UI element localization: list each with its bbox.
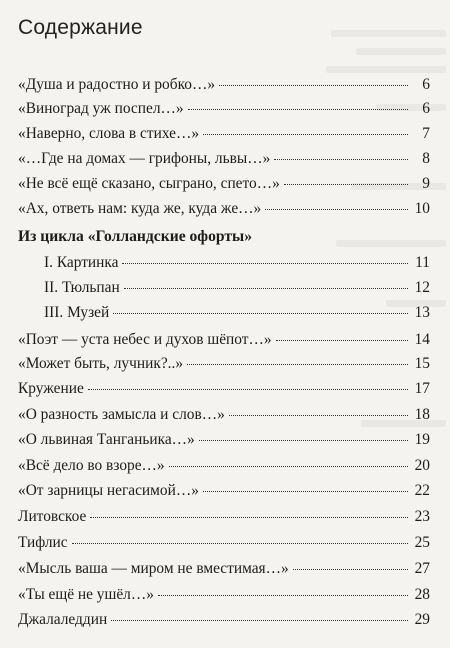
- toc-entry: [18, 199, 430, 219]
- dot-leader: [274, 159, 408, 160]
- toc-entry: [18, 610, 430, 630]
- dot-leader: [293, 569, 408, 570]
- dot-leader: [122, 263, 408, 264]
- toc-entry: [18, 405, 430, 425]
- toc-subentry: [44, 278, 430, 298]
- toc-entry-title: «Виноград уж поспел…»: [18, 100, 184, 117]
- toc-entry: [18, 481, 430, 501]
- toc-entry-page: 8: [422, 150, 430, 167]
- toc-entry-page: 20: [414, 457, 430, 474]
- toc-entry-page: 17: [414, 380, 430, 397]
- toc-entry-title: «Всё дело во взоре…»: [18, 457, 165, 474]
- toc-entry-title: «О разность замысла и слов…»: [18, 406, 225, 423]
- toc-entry-title: «Поэт — уста небес и духов шёпот…»: [18, 331, 272, 348]
- toc-entry-page: 6: [422, 76, 430, 93]
- toc-entry-page: 11: [415, 254, 430, 271]
- toc-entry: [18, 456, 430, 476]
- toc-entry-page: 13: [414, 304, 430, 321]
- dot-leader: [199, 440, 408, 441]
- toc-subentry: [44, 303, 430, 323]
- toc-entry-page: 14: [414, 331, 430, 348]
- toc-entry-page: 18: [414, 406, 430, 423]
- toc-entry-page: 23: [414, 508, 430, 525]
- toc-entry-title: «Мысль ваша — миром не вместимая…»: [18, 560, 289, 577]
- toc-entry: [18, 124, 430, 144]
- dot-leader: [113, 313, 408, 314]
- dot-leader: [276, 340, 408, 341]
- dot-leader: [88, 389, 408, 390]
- dot-leader: [111, 620, 408, 621]
- page-title: Содержание: [18, 16, 143, 39]
- dot-leader: [229, 415, 408, 416]
- table-of-contents: [18, 0, 430, 648]
- toc-entry-page: 19: [414, 431, 430, 448]
- dot-leader: [158, 595, 408, 596]
- toc-entry-page: 29: [414, 611, 430, 628]
- toc-entry-title: «О львиная Танганьика…»: [18, 431, 195, 448]
- toc-entry-title: «Душа и радостно и робко…»: [18, 76, 216, 93]
- toc-entry-title: «Может быть, лучник?..»: [18, 355, 184, 372]
- toc-entry-title: II. Тюльпан: [44, 279, 120, 296]
- toc-entry-title: Кружение: [18, 380, 84, 397]
- toc-entry-title: «От зарницы негасимой…»: [18, 482, 199, 499]
- toc-entry-page: 25: [414, 534, 430, 551]
- toc-entry: [18, 174, 430, 194]
- toc-entry-title: «Наверно, слова в стихе…»: [18, 125, 200, 142]
- toc-entry-page: 6: [422, 100, 430, 117]
- toc-entry-page: 9: [422, 175, 430, 192]
- toc-entry-title: «Ты ещё не ушёл…»: [18, 586, 154, 603]
- dot-leader: [169, 466, 408, 467]
- toc-entry: [18, 149, 430, 169]
- toc-entry-title: «Ах, ответь нам: куда же, куда же…»: [18, 200, 262, 217]
- dot-leader: [72, 543, 408, 544]
- toc-entry-page: 12: [414, 279, 430, 296]
- toc-entry: [18, 507, 430, 527]
- toc-entry-title: III. Музей: [44, 304, 110, 321]
- toc-entry: [18, 559, 430, 579]
- toc-entry: [18, 75, 430, 95]
- toc-entry: [18, 430, 430, 450]
- toc-entry-title: Литовское: [18, 508, 87, 525]
- toc-entry-page: 28: [414, 586, 430, 603]
- toc-entry-title: I. Картинка: [44, 254, 119, 271]
- toc-entry-page: 27: [414, 560, 430, 577]
- dot-leader: [265, 209, 408, 210]
- toc-entry-page: 7: [422, 125, 430, 142]
- toc-entry: [18, 379, 430, 399]
- toc-entry: [18, 585, 430, 605]
- dot-leader: [187, 364, 408, 365]
- dot-leader: [219, 85, 408, 86]
- toc-subentry: [44, 253, 430, 273]
- dot-leader: [203, 491, 408, 492]
- toc-entry-title: Джалаледдин: [18, 611, 108, 628]
- toc-entry-title: «Не всё ещё сказано, сыграно, спето…»: [18, 175, 280, 192]
- toc-entry-page: 15: [414, 355, 430, 372]
- dot-leader: [188, 109, 408, 110]
- toc-entry: [18, 354, 430, 374]
- toc-entry-page: 10: [414, 200, 430, 217]
- toc-entry: [18, 330, 430, 350]
- dot-leader: [90, 517, 408, 518]
- toc-entry-title: «…Где на домах — грифоны, львы…»: [18, 150, 271, 167]
- toc-entry: [18, 99, 430, 119]
- dot-leader: [124, 288, 408, 289]
- dot-leader: [203, 134, 408, 135]
- toc-entry: [18, 533, 430, 553]
- toc-entry-title: Тифлис: [18, 534, 68, 551]
- section-heading: Из цикла «Голландские офорты»: [18, 228, 252, 245]
- toc-entry-page: 22: [414, 482, 430, 499]
- dot-leader: [284, 184, 408, 185]
